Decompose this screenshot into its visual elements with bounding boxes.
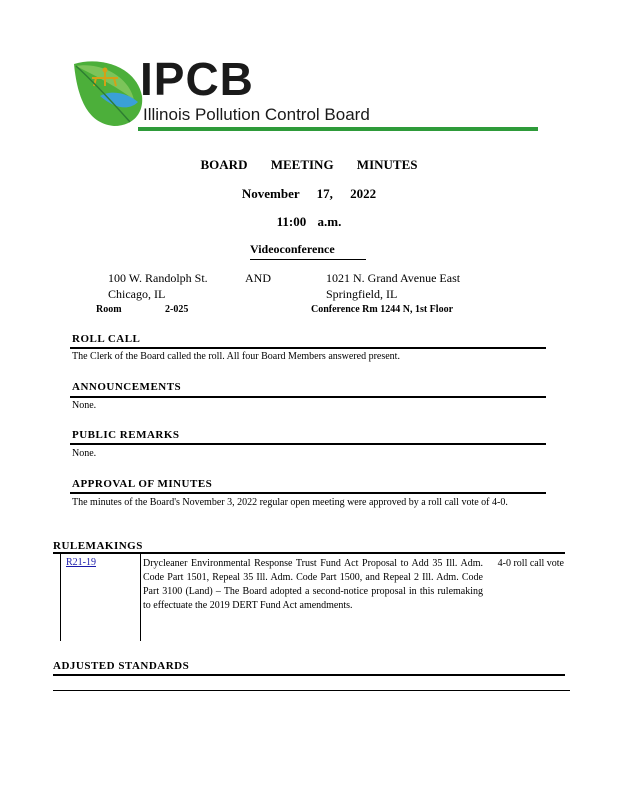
page-title: BOARD MEETING MINUTES xyxy=(200,157,418,172)
address-and: AND xyxy=(245,271,271,285)
roll-call-text: The Clerk of the Board called the roll. All four Board Members answered present. xyxy=(72,351,400,362)
section-heading-rulemakings: RULEMAKINGS xyxy=(53,540,143,552)
approval-text: The minutes of the Board's November 3, 2022 regular open meeting were approved by a roll call vote of 4-0. xyxy=(72,497,508,508)
address-left-line2: Chicago, IL xyxy=(108,287,166,301)
public-remarks-text: None. xyxy=(72,448,97,459)
announcements-text: None. xyxy=(72,400,97,411)
docket-link[interactable]: R21-19 xyxy=(66,557,96,568)
address-left-room: 2-025 xyxy=(165,304,189,315)
section-heading-approval: APPROVAL OF MINUTES xyxy=(72,478,213,490)
brand-name: IPCB xyxy=(140,53,254,105)
brand-subtitle: Illinois Pollution Control Board xyxy=(143,105,370,124)
table-bottom-line xyxy=(53,690,570,691)
meeting-date: November 17, 2022 xyxy=(241,186,377,201)
brand-divider xyxy=(138,127,538,131)
section-rule xyxy=(70,396,546,398)
leaf-logo-icon xyxy=(70,56,146,128)
section-rule xyxy=(70,347,546,349)
address-right-line3: Conference Rm 1244 N, 1st Floor xyxy=(311,304,454,315)
table-column-divider xyxy=(140,553,141,641)
ipcb-logo xyxy=(70,56,146,128)
section-heading-adjusted-standards: ADJUSTED STANDARDS xyxy=(53,660,190,672)
section-heading-public-remarks: PUBLIC REMARKS xyxy=(72,429,180,441)
address-left-line1: 100 W. Randolph St. xyxy=(108,271,208,285)
rulemaking-vote: 4-0 roll call vote xyxy=(497,558,564,569)
meeting-time: 11:00 a.m. xyxy=(276,214,342,229)
section-rule xyxy=(53,674,565,676)
meeting-location: Videoconference xyxy=(250,242,366,260)
rulemaking-description: Drycleaner Environmental Response Trust Fund Act Proposal to Add 35 Ill. Adm. Code Part 1501, Repeal 35 Ill. Adm. Code Part 1500, and Repeal 2 Ill. Adm. Code Part 3100 (Land) – The Board adopted a second-notice proposal in this rulemaking to effectuate the 2019 DERT Fund Act amendments. xyxy=(143,558,483,611)
address-right-line1: 1021 N. Grand Avenue East xyxy=(326,271,461,285)
address-right-line2: Springfield, IL xyxy=(326,287,398,301)
address-left-line3: Room xyxy=(96,304,122,315)
section-heading-announcements: ANNOUNCEMENTS xyxy=(72,381,182,393)
section-heading-roll-call: ROLL CALL xyxy=(72,333,141,345)
section-rule xyxy=(70,492,546,494)
section-rule xyxy=(70,443,546,445)
